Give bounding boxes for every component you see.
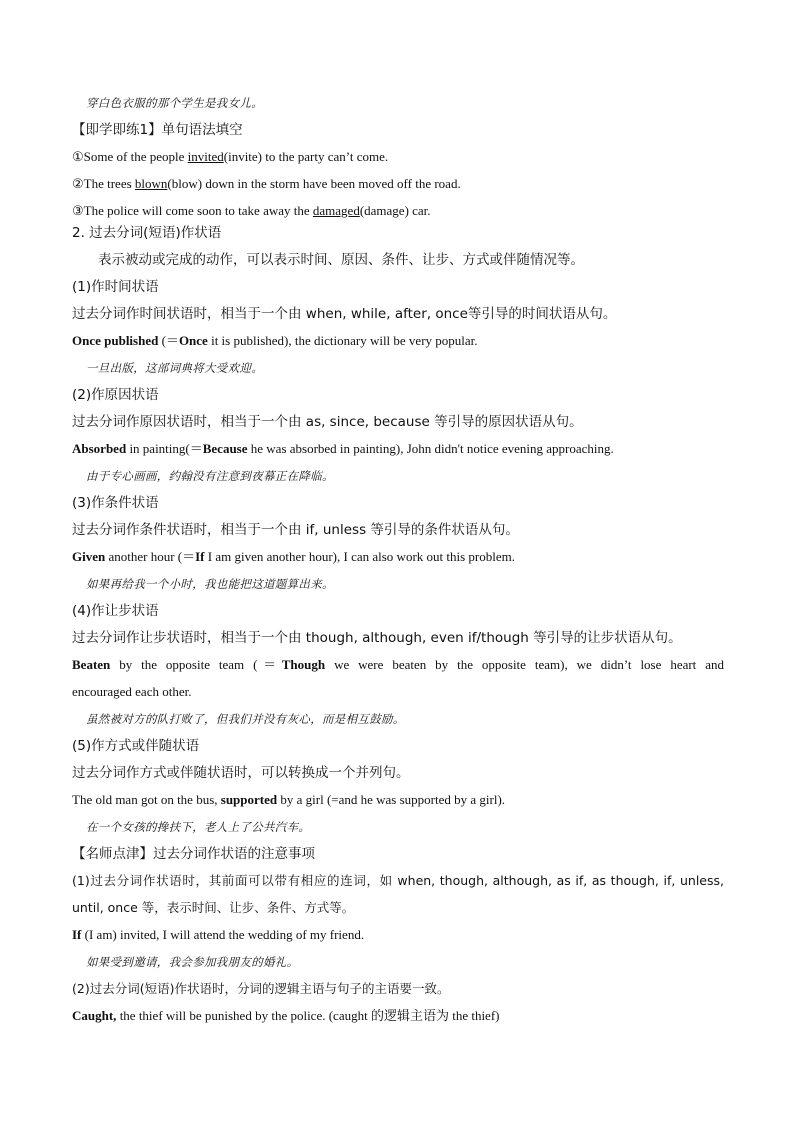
subsection-title: (1)作时间状语 xyxy=(72,279,159,295)
intro-paragraph: 表示被动或完成的动作，可以表示时间、原因、条件、让步、方式或伴随情况等。 xyxy=(98,252,584,268)
subsection-title: (4)作让步状语 xyxy=(72,603,159,619)
translation-line: 由于专心画画，约翰没有注意到夜幕正在降临。 xyxy=(86,469,334,483)
rule-text: 过去分词作时间状语时，相当于一个由 when, while, after, once等引导的时间状语从句。 xyxy=(72,306,617,322)
rule-text: 过去分词作原因状语时，相当于一个由 as, since, because 等引导的原因状语从句。 xyxy=(72,414,583,430)
tip-text: (1)过去分词作状语时，其前面可以带有相应的连词，如 when, though, although, as if, as though, if, unless, xyxy=(72,873,724,888)
exercise-heading: 【即学即练1】单句语法填空 xyxy=(72,122,243,138)
tip-text: (2)过去分词(短语)作状语时，分词的逻辑主语与句子的主语要一致。 xyxy=(72,981,450,996)
subsection-title: (5)作方式或伴随状语 xyxy=(72,738,200,754)
translation-line: 穿白色衣服的那个学生是我女儿。 xyxy=(86,96,263,110)
subsection-title: (2)作原因状语 xyxy=(72,387,159,403)
example-sentence: The old man got on the bus, supported by a girl (=and he was supported by a girl). xyxy=(72,792,506,807)
answer-text: damaged xyxy=(312,203,360,218)
translation-line: 虽然被对方的队打败了，但我们并没有灰心，而是相互鼓励。 xyxy=(86,712,405,726)
rule-text: 过去分词作条件状语时，相当于一个由 if, unless 等引导的条件状语从句。 xyxy=(72,522,519,538)
rule-text: 过去分词作方式或伴随状语时，可以转换成一个并列句。 xyxy=(72,765,410,781)
translation-line: 在一个女孩的搀扶下，老人上了公共汽车。 xyxy=(86,820,311,834)
example-sentence: If (I am) invited, I will attend the wedding of my friend. xyxy=(72,927,365,942)
exercise-item-1: ①Some of the people invited(invite) to the party can’t come. xyxy=(72,149,389,164)
example-sentence-continued: encouraged each other. xyxy=(72,684,192,699)
translation-line: 一旦出版，这部词典将大受欢迎。 xyxy=(86,361,263,375)
section-heading: 2. 过去分词(短语)作状语 xyxy=(72,225,222,241)
answer-text: blown xyxy=(134,176,168,191)
example-sentence: Beaten by the opposite team (＝Though we were beaten by the opposite team), we didn’t lose heart and xyxy=(72,657,724,672)
exercise-item-3: ③The police will come soon to take away the damaged(damage) car. xyxy=(72,203,431,218)
answer-text: invited xyxy=(187,149,224,164)
example-sentence: Given another hour (＝If I am given another hour), I can also work out this problem. xyxy=(72,549,515,564)
rule-text: 过去分词作让步状语时，相当于一个由 though, although, even if/though 等引导的让步状语从句。 xyxy=(72,630,682,646)
example-sentence: Absorbed in painting(＝Because he was absorbed in painting), John didn't notice evening approaching. xyxy=(72,441,614,456)
tips-heading: 【名师点津】过去分词作状语的注意事项 xyxy=(72,846,315,862)
subsection-title: (3)作条件状语 xyxy=(72,495,159,511)
tip-text-continued: until, once 等，表示时间、让步、条件、方式等。 xyxy=(72,900,355,915)
translation-line: 如果受到邀请，我会参加我朋友的婚礼。 xyxy=(86,955,299,969)
document-page xyxy=(72,92,724,1027)
example-sentence: Caught, the thief will be punished by the police. (caught 的逻辑主语为 the thief) xyxy=(72,1008,500,1023)
example-sentence: Once published (＝Once it is published), the dictionary will be very popular. xyxy=(72,333,478,348)
exercise-item-2: ②The trees blown(blow) down in the storm have been moved off the road. xyxy=(72,176,461,191)
translation-line: 如果再给我一个小时，我也能把这道题算出来。 xyxy=(86,577,334,591)
